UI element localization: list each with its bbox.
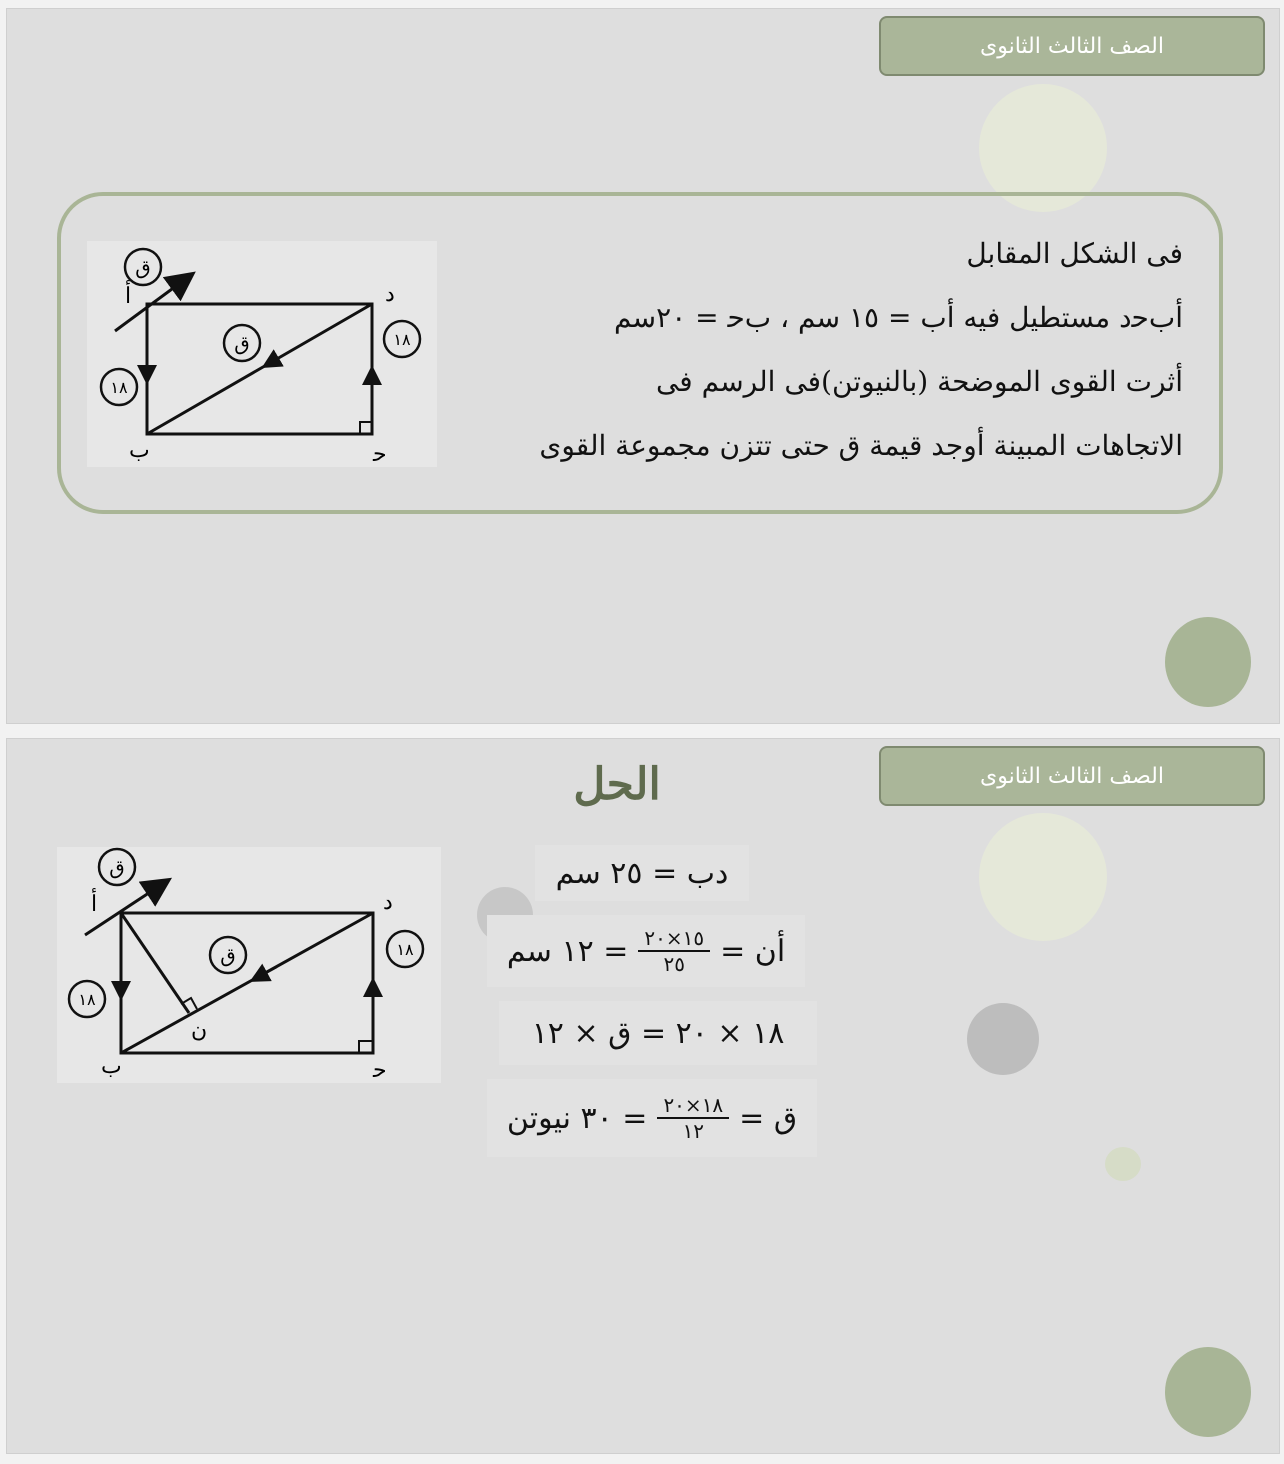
decor-circle bbox=[1165, 1347, 1251, 1437]
vertex-a-label: ﺃ bbox=[91, 892, 98, 917]
vertex-b-label: ﺏ bbox=[129, 438, 150, 463]
equation-an-fraction bbox=[638, 926, 710, 976]
grade-badge bbox=[879, 746, 1265, 806]
vertex-c-label: ﺣ bbox=[373, 442, 387, 467]
equation-db-text: ﺩﺏ = ٢٥ سم bbox=[555, 855, 729, 891]
force-q-label: ﻕ bbox=[109, 855, 125, 879]
equation-moments-text: ١٨ × ٢٠ = ﻕ × ١٢ bbox=[531, 1015, 785, 1051]
diagonal-db bbox=[121, 913, 373, 1053]
grade-label: الصف الثالث الثانوى bbox=[980, 33, 1164, 59]
equation-moments bbox=[499, 1001, 817, 1065]
force-18-label: ١٨ bbox=[393, 330, 411, 349]
force-18-label: ١٨ bbox=[78, 990, 96, 1009]
decor-circle bbox=[979, 813, 1107, 941]
grade-badge bbox=[879, 16, 1265, 76]
foot-n-label: ﻥ bbox=[191, 1018, 208, 1043]
fraction-numerator: ١٥×٢٠ bbox=[638, 926, 710, 952]
vertex-d-label: ﺩ bbox=[383, 890, 393, 915]
slide-solution bbox=[6, 738, 1280, 1454]
force-q-label: ﻕ bbox=[234, 331, 250, 355]
slide-problem bbox=[6, 8, 1280, 724]
right-angle-mark bbox=[360, 422, 372, 434]
vertex-c-label: ﺣ bbox=[373, 1058, 387, 1083]
rectangle-diagram bbox=[87, 241, 437, 467]
equation-db bbox=[535, 845, 749, 901]
decor-circle bbox=[1165, 617, 1251, 707]
right-angle-mark bbox=[359, 1041, 373, 1053]
equation-q-fraction bbox=[657, 1093, 729, 1143]
perpendicular-an bbox=[121, 913, 189, 1013]
force-arrow-q-top bbox=[85, 881, 167, 935]
diagonal-db bbox=[147, 304, 372, 434]
vertex-b-label: ﺏ bbox=[101, 1054, 122, 1079]
vertex-d-label: ﺩ bbox=[385, 282, 395, 307]
equation-q-rhs: = ٣٠ نيوتن bbox=[506, 1100, 648, 1136]
equation-an bbox=[487, 915, 805, 987]
vertex-a-label: ﺃ bbox=[125, 284, 132, 309]
force-q-label: ﻕ bbox=[220, 943, 236, 967]
equation-q-lhs: ﻕ = bbox=[739, 1100, 798, 1136]
problem-line-3: أثرت القوى الموضحة (بالنيوتن)فى الرسم فى bbox=[655, 365, 1183, 398]
force-18-label: ١٨ bbox=[110, 378, 128, 397]
fraction-denominator: ٢٥ bbox=[663, 952, 685, 976]
force-arrow-db bbox=[253, 967, 277, 980]
rectangle-diagram-solution bbox=[57, 847, 441, 1083]
problem-line-1: فى الشكل المقابل bbox=[966, 237, 1183, 270]
solution-title: الحل bbox=[573, 759, 661, 810]
fraction-numerator: ١٨×٢٠ bbox=[657, 1093, 729, 1119]
equation-an-lhs: ﺃﻥ = bbox=[720, 933, 786, 969]
force-arrow-db bbox=[265, 353, 287, 366]
decor-circle bbox=[1105, 1147, 1141, 1181]
fraction-denominator: ١٢ bbox=[682, 1119, 705, 1143]
equation-an-rhs: = ١٢ سم bbox=[506, 933, 629, 969]
force-18-label: ١٨ bbox=[396, 940, 414, 959]
equation-q bbox=[487, 1079, 817, 1157]
force-q-label: ﻕ bbox=[135, 255, 151, 279]
problem-line-2: ﺃﺏﺣﺩ مستطيل فيه ﺃﺏ = ١٥ سم ، ﺏﺣ = ٢٠سم bbox=[614, 301, 1183, 334]
grade-label: الصف الثالث الثانوى bbox=[980, 763, 1164, 789]
decor-circle bbox=[967, 1003, 1039, 1075]
problem-line-4: الاتجاهات المبينة أوجد قيمة ﻕ حتى تتزن مجموعة القوى bbox=[539, 429, 1183, 462]
